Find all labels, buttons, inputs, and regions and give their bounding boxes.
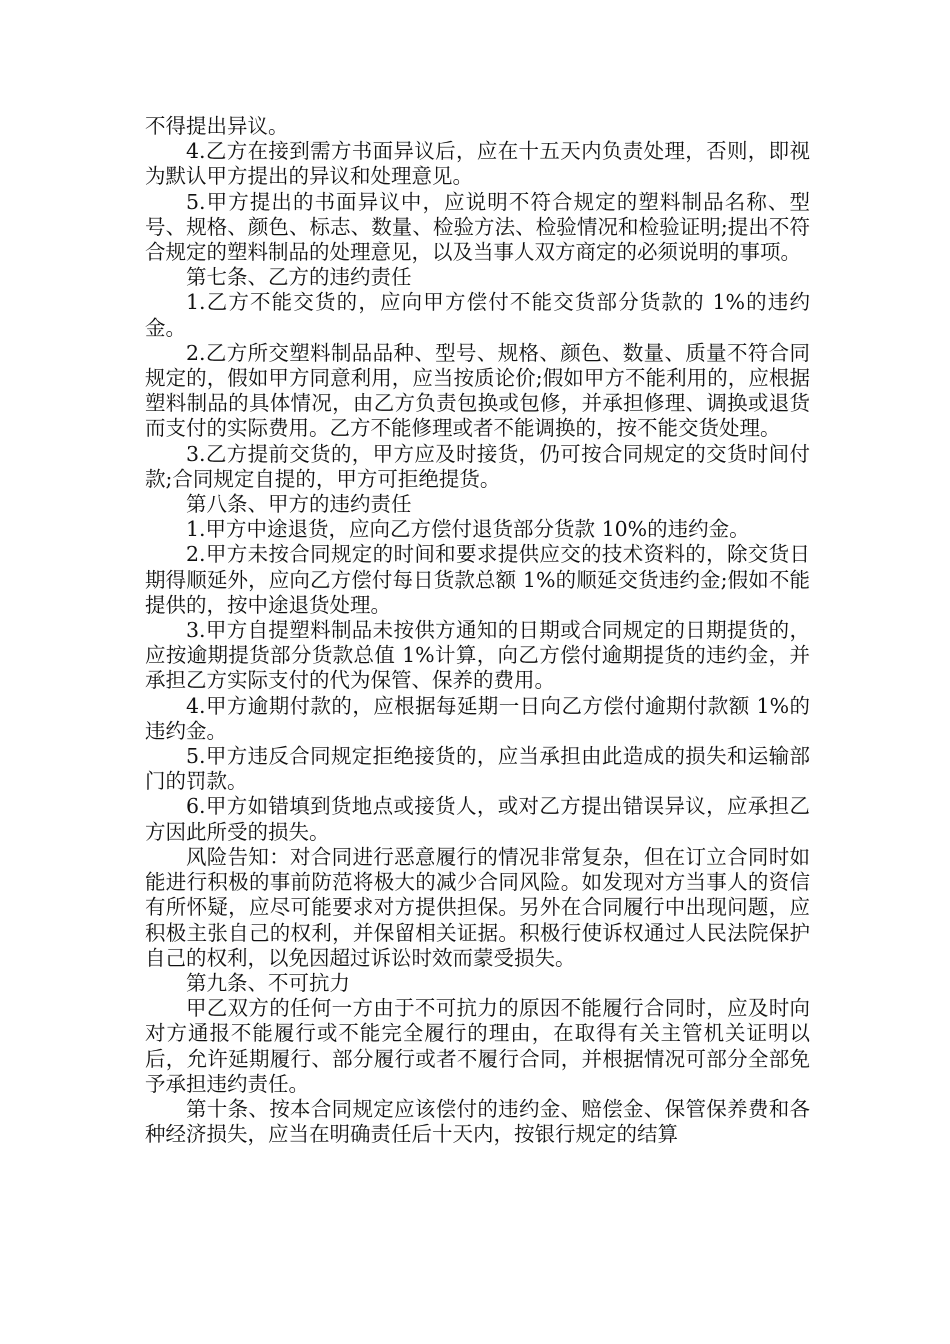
article-8-item-4: 4.甲方逾期付款的，应根据每延期一日向乙方偿付逾期付款额 1%的违约金。 xyxy=(145,693,810,743)
article-7-heading: 第七条、乙方的违约责任 xyxy=(186,265,412,290)
article-8-heading: 第八条、甲方的违约责任 xyxy=(186,492,412,517)
paragraph-item-5: 5.甲方提出的书面异议中，应说明不符合规定的塑料制品名称、型号、规格、颜色、标志、数量、检验方法、检验情况和检验证明;提出不符合规定的塑料制品的处理意见，以及当事人双方商定的必须说明的事项。 xyxy=(145,189,810,265)
article-9-heading: 第九条、不可抗力 xyxy=(186,970,350,995)
article-8-item-3: 3.甲方自提塑料制品未按供方通知的日期或合同规定的日期提货的，应按逾期提货部分货款总值 1%计算，向乙方偿付逾期提货的违约金，并承担乙方实际支付的代为保管、保养的费用。 xyxy=(145,618,810,693)
article-7-item-2: 2.乙方所交塑料制品品种、型号、规格、颜色、数量、质量不符合同规定的，假如甲方同意利用，应当按质论价;假如甲方不能利用的，应根据塑料制品的具体情况，由乙方负责包换或包修，并承担修理、调换或退货而支付的实际费用。乙方不能修理或者不能调换的，按不能交货处理。 xyxy=(145,340,810,441)
risk-notice: 风险告知：对合同进行恶意履行的情况非常复杂，但在订立合同时如能进行积极的事前防范将极大的减少合同风险。如发现对方当事人的资信有所怀疑，应尽可能要求对方提供担保。另外在合同履行中出现问题，应积极主张自己的权利，并保留相关证据。积极行使诉权通过人民法院保护自己的权利，以免因超过诉讼时效而蒙受损失。 xyxy=(145,844,810,970)
article-8-item-1: 1.甲方中途退货，应向乙方偿付退货部分货款 10%的违约金。 xyxy=(186,517,750,542)
article-8-item-5: 5.甲方违反合同规定拒绝接货的，应当承担由此造成的损失和运输部门的罚款。 xyxy=(145,744,810,794)
article-9-body: 甲乙双方的任何一方由于不可抗力的原因不能履行合同时，应及时向对方通报不能履行或不能完全履行的理由，在取得有关主管机关证明以后，允许延期履行、部分履行或者不履行合同，并根据情况可部分全部免予承担违约责任。 xyxy=(145,996,810,1096)
article-7-item-3: 3.乙方提前交货的，甲方应及时接货，仍可按合同规定的交货时间付款;合同规定自提的，甲方可拒绝提货。 xyxy=(145,441,810,491)
contract-body xyxy=(145,114,810,1147)
article-8-item-2: 2.甲方未按合同规定的时间和要求提供应交的技术资料的，除交货日期得顺延外，应向乙方偿付每日货款总额 1%的顺延交货违约金;假如不能提供的，按中途退货处理。 xyxy=(145,542,810,617)
paragraph-continuation: 不得提出异议。 xyxy=(145,114,289,138)
article-7-item-1: 1.乙方不能交货的，应向甲方偿付不能交货部分货款的 1%的违约金。 xyxy=(145,290,810,340)
paragraph-item-4: 4.乙方在接到需方书面异议后，应在十五天内负责处理，否则，即视为默认甲方提出的异议和处理意见。 xyxy=(145,139,810,189)
article-8-item-6: 6.甲方如错填到货地点或接货人，或对乙方提出错误异议，应承担乙方因此所受的损失。 xyxy=(145,794,810,844)
article-10-body: 第十条、按本合同规定应该偿付的违约金、赔偿金、保管保养费和各种经济损失，应当在明确责任后十天内，按银行规定的结算 xyxy=(145,1096,810,1147)
